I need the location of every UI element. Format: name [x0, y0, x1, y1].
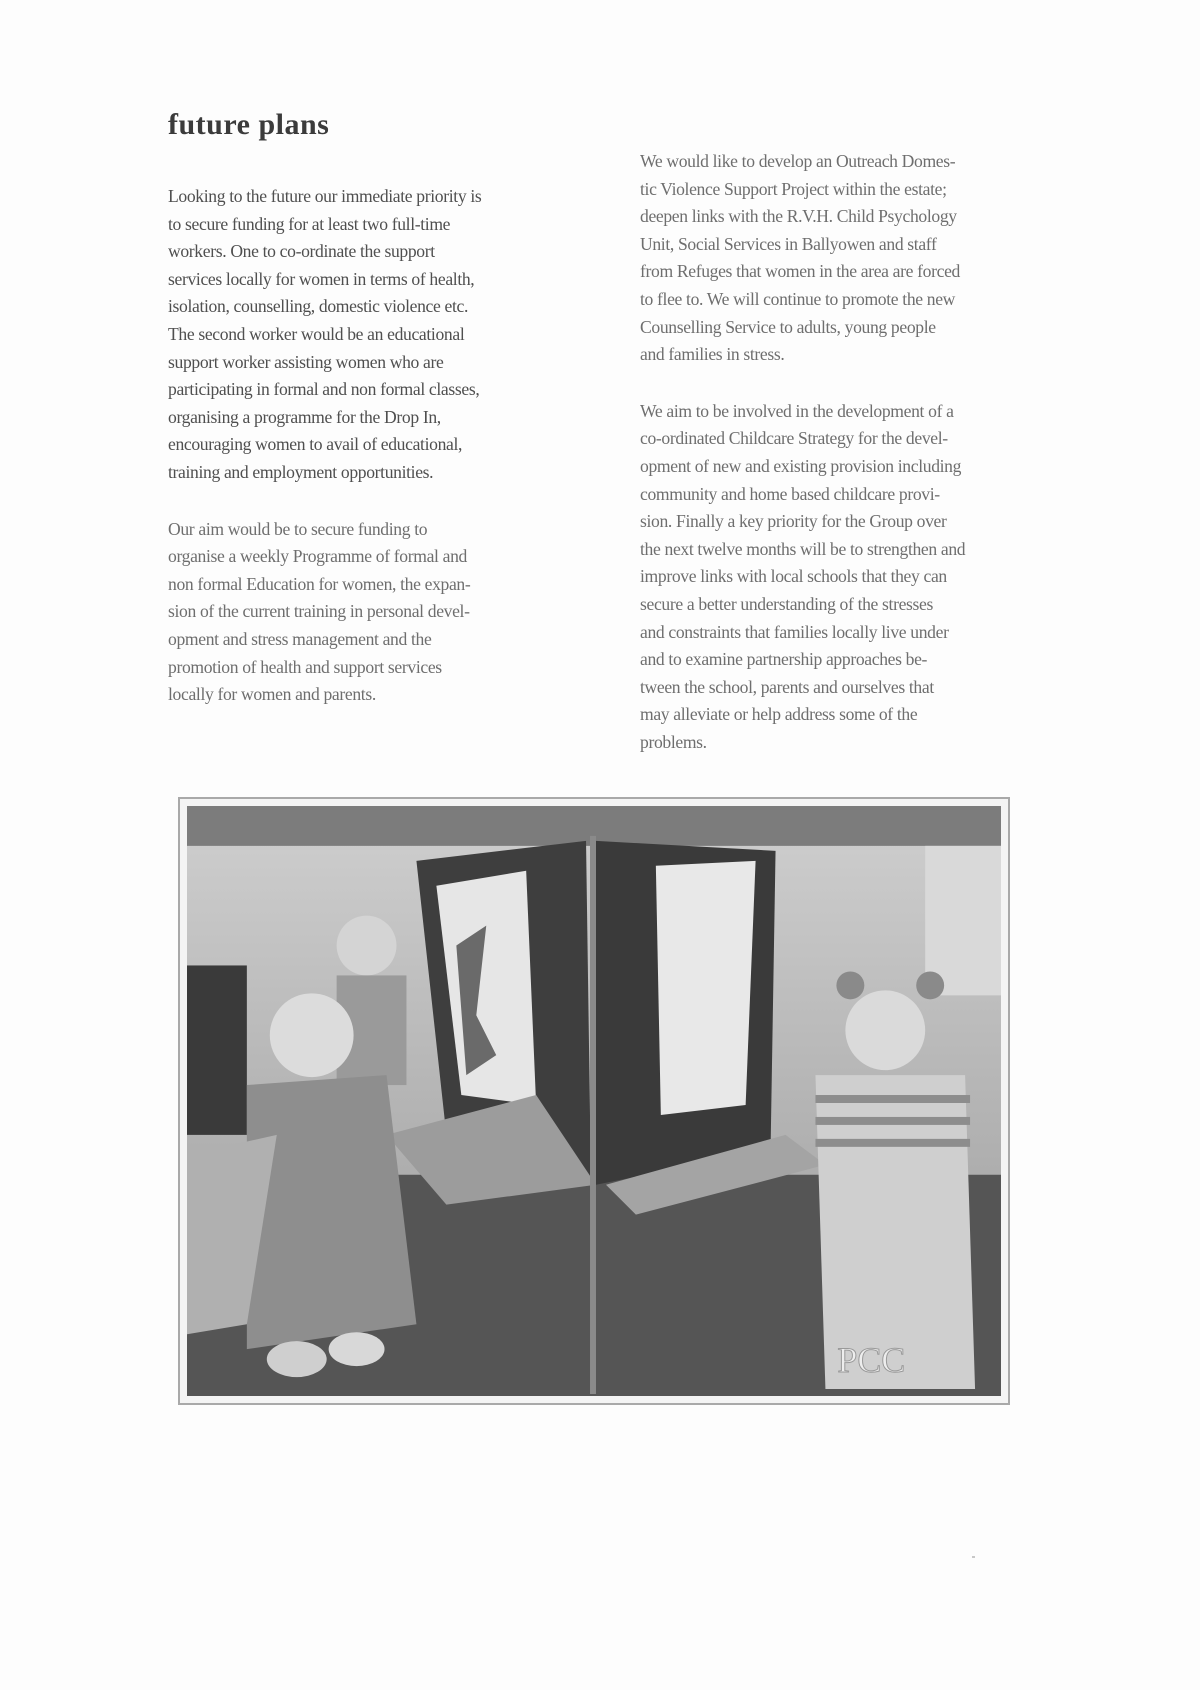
- child-back-head: [337, 916, 397, 976]
- stripe: [815, 1139, 970, 1147]
- photo-illustration: [187, 806, 1001, 1396]
- text-line: deepen links with the R.V.H. Child Psychology: [640, 206, 957, 227]
- text-line: Counselling Service to adults, young people: [640, 316, 936, 337]
- text-line: opment and stress management and the: [168, 628, 432, 649]
- text-line: locally for women and parents.: [168, 684, 376, 705]
- text-line: training and employment opportunities.: [168, 461, 434, 482]
- text-line: problems.: [640, 731, 707, 752]
- text-line: sion of the current training in personal devel-: [168, 601, 470, 622]
- bright-wall-right: [925, 846, 1001, 995]
- text-line: isolation, counselling, domestic violence etc.: [168, 296, 469, 317]
- text-line: community and home based childcare provi-: [640, 483, 940, 504]
- text-line: secure a better understanding of the stresses: [640, 593, 934, 614]
- text-line: The second worker would be an educational: [168, 323, 465, 344]
- text-line: promotion of health and support services: [168, 656, 442, 677]
- text-line: sion. Finally a key priority for the Group over: [640, 511, 947, 532]
- text-line: opment of new and existing provision including: [640, 455, 962, 476]
- easel-pole: [590, 836, 596, 1394]
- dark-panel-left: [187, 965, 247, 1134]
- child-right-bun: [836, 971, 864, 999]
- text-line: and to examine partnership approaches be-: [640, 649, 928, 670]
- text-line: encouraging women to avail of educational,: [168, 434, 463, 455]
- text-line: tween the school, parents and ourselves that: [640, 676, 934, 697]
- photo-children-painting: [187, 806, 1001, 1396]
- left-column: [168, 183, 593, 738]
- child-right-bun: [916, 971, 944, 999]
- text-line: and families in stress.: [640, 344, 785, 365]
- text-line: improve links with local schools that they can: [640, 566, 947, 587]
- stripe: [815, 1095, 970, 1103]
- child-left-head: [270, 993, 354, 1077]
- paragraph-priorities: [168, 183, 593, 487]
- text-line: participating in formal and non formal classes,: [168, 379, 480, 400]
- child-left-body: [247, 1075, 417, 1349]
- text-line: co-ordinated Childcare Strategy for the devel-: [640, 428, 948, 449]
- scan-speck: [972, 1556, 975, 1558]
- text-line: to secure funding for at least two full-time: [168, 213, 451, 234]
- photo-frame: [178, 797, 1010, 1405]
- text-line: the next twelve months will be to strengthen and: [640, 538, 966, 559]
- stripe: [815, 1117, 970, 1125]
- text-line: to flee to. We will continue to promote the new: [640, 288, 956, 309]
- right-column: [640, 148, 1080, 785]
- text-line: may alleviate or help address some of the: [640, 704, 918, 725]
- paragraph-childcare-strategy: [640, 398, 1080, 757]
- paragraph-education-aim: [168, 516, 593, 709]
- page-title: future plans: [168, 108, 330, 141]
- child-left-shoe: [329, 1332, 385, 1366]
- text-line: workers. One to co-ordinate the support: [168, 241, 435, 262]
- text-line: Our aim would be to secure funding to: [168, 518, 428, 539]
- text-line: and constraints that families locally live under: [640, 621, 949, 642]
- child-left-shoe: [267, 1341, 327, 1377]
- painting-paper-right: [656, 861, 756, 1115]
- text-line: Looking to the future our immediate priority is: [168, 186, 482, 206]
- text-line: Unit, Social Services in Ballyowen and staff: [640, 233, 937, 254]
- text-line: organising a programme for the Drop In,: [168, 406, 441, 427]
- text-line: tic Violence Support Project within the estate;: [640, 178, 947, 199]
- apron-lettering: PCC: [837, 1340, 906, 1381]
- text-line: services locally for women in terms of health,: [168, 268, 475, 289]
- child-right-head: [845, 990, 925, 1070]
- text-line: organise a weekly Programme of formal and: [168, 546, 467, 567]
- text-line: from Refuges that women in the area are forced: [640, 261, 960, 282]
- paragraph-outreach: [640, 148, 1080, 369]
- text-line: We aim to be involved in the development of a: [640, 400, 954, 421]
- text-line: support worker assisting women who are: [168, 351, 444, 372]
- text-line: non formal Education for women, the expan-: [168, 573, 471, 594]
- text-line: We would like to develop an Outreach Domes-: [640, 151, 956, 171]
